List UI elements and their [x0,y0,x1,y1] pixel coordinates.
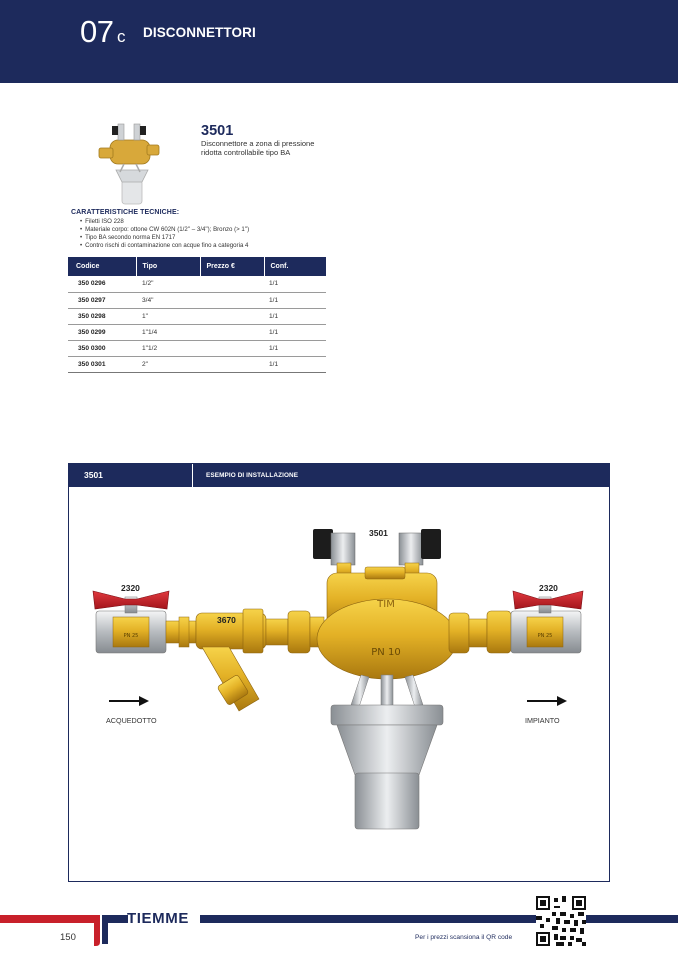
ball-valve-right [511,591,583,653]
installation-panel [68,463,610,882]
installation-header [69,464,609,487]
cell-tipo: 1" [136,308,200,324]
tech-spec-item: • Contro rischi di contaminazione con acque fino a categoria 4 [80,242,249,250]
tech-spec-item: • Filetti ISO 228 [80,218,249,226]
ball-valve-left [93,591,169,653]
tech-specs-title: CARATTERISTICHE TECNICHE: [71,209,180,216]
table-row [68,276,326,292]
valve-brand-stamp: TIM [377,599,395,610]
cell-prezzo [200,324,264,340]
cell-prezzo [200,276,264,292]
cell-conf: 1/1 [264,292,326,308]
brand-logo: TIEMME [127,910,189,927]
product-code: 3501 [201,123,234,139]
cell-codice: 350 0298 [68,308,136,324]
cell-tipo: 3/4" [136,292,200,308]
cell-codice: 350 0297 [68,292,136,308]
svg-text:PN 25: PN 25 [537,633,553,639]
callout-3670: 3670 [217,615,236,625]
product-image [96,118,162,208]
valve-pressure-stamp: PN 10 [371,647,401,658]
header-divider [192,464,193,487]
cell-prezzo [200,292,264,308]
cell-conf: 1/1 [264,356,326,372]
callout-3501: 3501 [369,528,388,538]
cell-conf: 1/1 [264,276,326,292]
page-number: 150 [60,932,76,943]
section-number: 07 [80,14,114,49]
cell-conf: 1/1 [264,324,326,340]
flow-arrow-icon [109,696,567,706]
installation-code: 3501 [84,470,103,480]
table-header-row [68,257,326,276]
cell-conf: 1/1 [264,308,326,324]
qr-note: Per i prezzi scansiona il QR code [415,934,513,941]
table-row [68,356,326,372]
col-conf: Conf. [264,257,326,276]
disconnector-main [313,529,457,829]
cell-codice: 350 0296 [68,276,136,292]
cell-codice: 350 0300 [68,340,136,356]
table-row [68,308,326,324]
page-header [0,0,678,83]
product-description: Disconnettore a zona di pressione ridotta controllabile tipo BA [201,139,315,158]
cell-codice: 350 0301 [68,356,136,372]
tech-spec-item: • Materiale corpo: ottone CW 602N (1/2'' – 3/4''); Bronzo (> 1'') [80,226,249,234]
cell-conf: 1/1 [264,340,326,356]
cell-tipo: 2" [136,356,200,372]
col-prezzo: Prezzo € [200,257,264,276]
cell-tipo: 1"1/4 [136,324,200,340]
tech-specs-list [80,218,249,250]
svg-text:PN 25: PN 25 [123,633,139,639]
table-row [68,292,326,308]
table-row [68,324,326,340]
product-table [68,257,326,373]
cell-prezzo [200,308,264,324]
flow-to-label: IMPIANTO [525,716,560,725]
qr-code-icon[interactable] [536,896,586,946]
callout-2320-left: 2320 [121,583,140,593]
cell-prezzo [200,340,264,356]
cell-codice: 350 0299 [68,324,136,340]
tech-spec-item: • Tipo BA secondo norma EN 1717 [80,234,249,242]
col-tipo: Tipo [136,257,200,276]
installation-title: ESEMPIO DI INSTALLAZIONE [206,472,299,479]
cell-tipo: 1"1/2 [136,340,200,356]
col-codice: Codice [68,257,136,276]
cell-tipo: 1/2" [136,276,200,292]
section-letter: c [117,27,126,46]
callout-2320-right: 2320 [539,583,558,593]
flow-from-label: ACQUEDOTTO [106,716,157,725]
installation-illustration [69,487,609,881]
table-row [68,340,326,356]
cell-prezzo [200,356,264,372]
section-title: DISCONNETTORI [143,25,256,40]
